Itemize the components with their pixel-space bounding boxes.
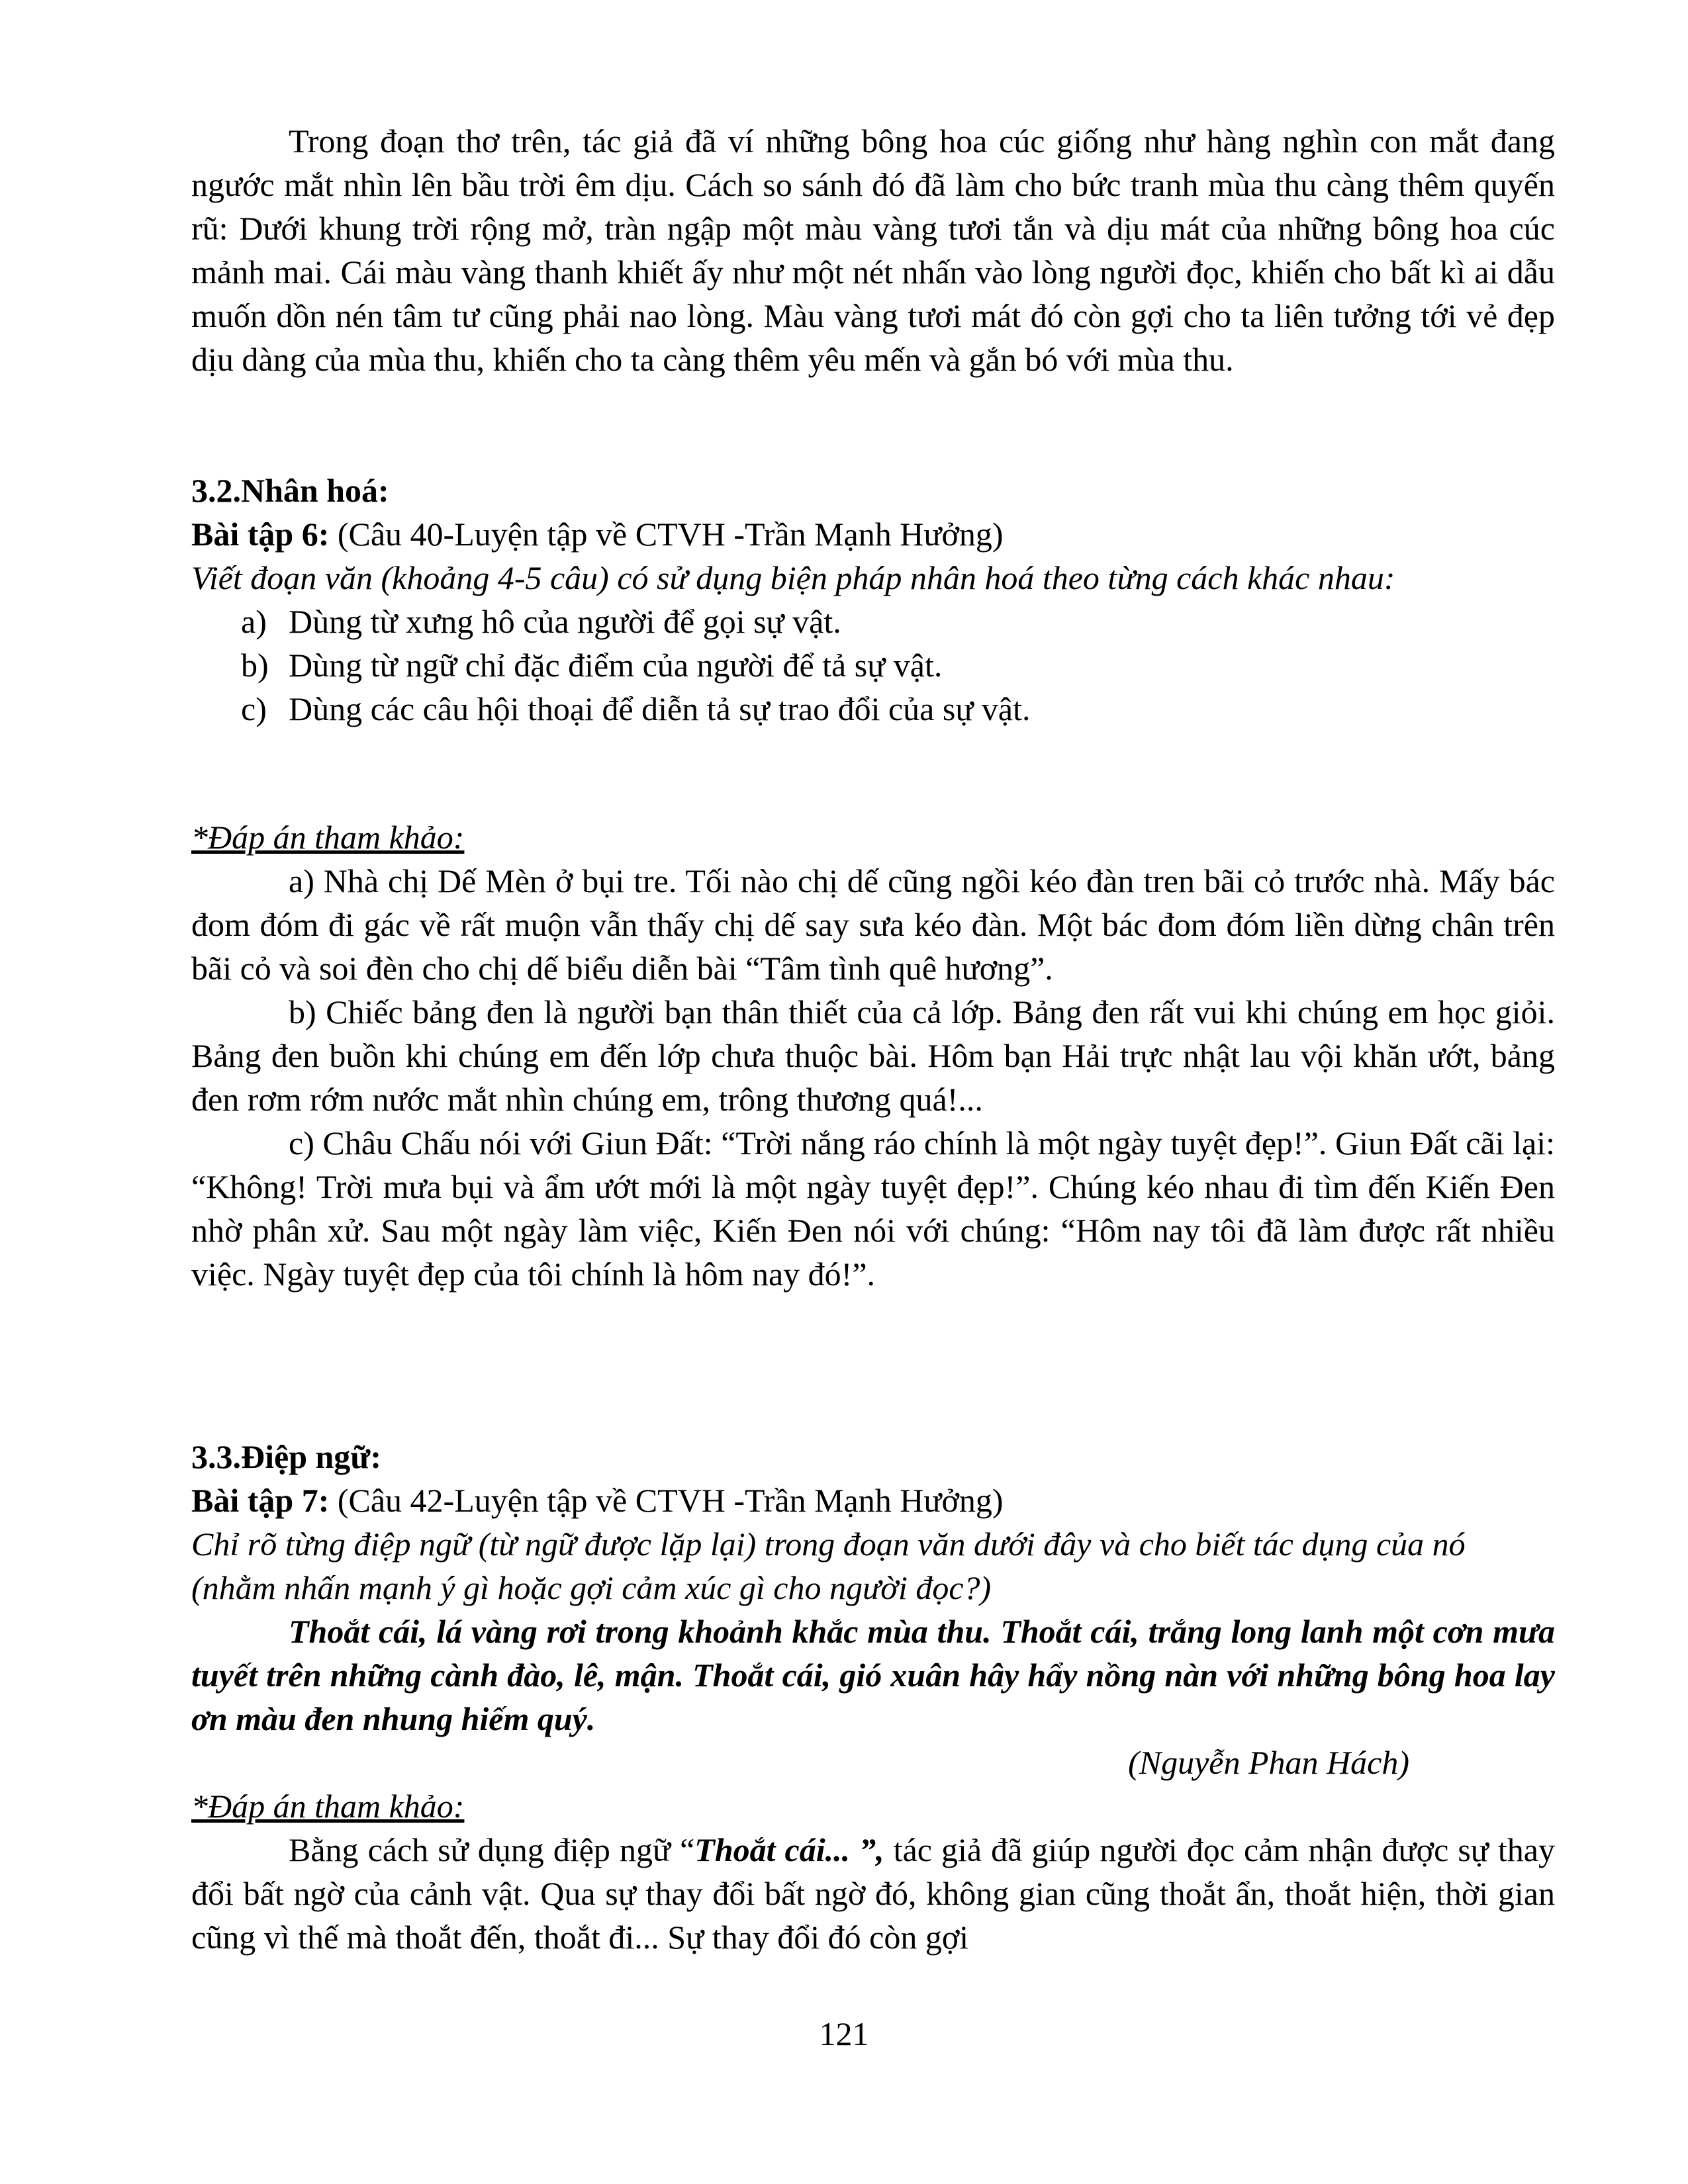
list-item — [191, 643, 1555, 687]
section-3-2-answers — [191, 815, 1555, 1296]
section-3-2 — [191, 469, 1555, 731]
answer-text-start: Bằng cách sử dụng điệp ngữ “ — [289, 1831, 695, 1868]
answer-label: *Đáp án tham khảo: — [191, 1788, 465, 1825]
intro-paragraph: Trong đoạn thơ trên, tác giả đã ví những bông hoa cúc giống như hàng nghìn con mắt đang ngước mắt nhìn lên bầu trời êm dịu. Cách so sánh đó đã làm cho bức tranh mùa thu càng thêm quyến rũ: Dưới khung trời rộng mở, tràn ngập một màu vàng tươi tắn và dịu mát của những bông hoa cúc mảnh mai. Cái màu vàng thanh khiết ấy như một nét nhấn vào lòng người đọc, khiến cho bất kì ai dẫu muốn dồn nén tâm tư cũng phải nao lòng. Màu vàng tươi mát đó còn gợi cho ta liên tưởng tới vẻ đẹp dịu dàng của mùa thu, khiến cho ta càng thêm yêu mến và gắn bó với mùa thu. — [191, 122, 1555, 378]
list-item — [191, 600, 1555, 643]
exercise-label: Bài tập 7: — [191, 1482, 330, 1519]
answer-label: *Đáp án tham khảo: — [191, 819, 465, 856]
exercise-instruction: Viết đoạn văn (khoảng 4-5 câu) có sử dụng biện pháp nhân hoá theo từng cách khác nhau: — [191, 559, 1395, 596]
exercise-label: Bài tập 6: — [191, 516, 330, 553]
quote-author: (Nguyễn Phan Hách) — [1128, 1744, 1409, 1781]
intro-block — [191, 119, 1555, 381]
exercise-title — [191, 512, 1555, 556]
answer-paragraph: b) Chiếc bảng đen là người bạn thân thiết của cả lớp. Bảng đen rất vui khi chúng em học giỏi. Bảng đen buồn khi chúng em đến lớp chưa thuộc bài. Hôm bạn Hải trực nhật lau vội khăn ướt, bảng đen rơm rớm nước mắt nhìn chúng em, trông thương quá!... — [191, 993, 1555, 1118]
list-text: Dùng từ ngữ chỉ đặc điểm của người để tả sự vật. — [289, 647, 943, 684]
exercise-source: (Câu 42-Luyện tập về CTVH -Trần Mạnh Hưởng) — [329, 1482, 1004, 1519]
list-item — [191, 687, 1555, 731]
list-marker: a) — [241, 603, 267, 640]
answer-emphasis: Thoắt cái... ”, — [694, 1831, 884, 1868]
section-3-3 — [191, 1435, 1555, 1959]
answer-paragraph: c) Châu Chấu nói với Giun Đất: “Trời nắng ráo chính là một ngày tuyệt đẹp!”. Giun Đất cãi lại: “Không! Trời mưa bụi và ẩm ướt mới là một ngày tuyệt đẹp!”. Chúng kéo nhau đi tìm đến Kiến Đen nhờ phân xử. Sau một ngày làm việc, Kiến Đen nói với chúng: “Hôm nay tôi đã làm được rất nhiều việc. Ngày tuyệt đẹp của tôi chính là hôm nay đó!”. — [191, 1124, 1555, 1293]
exercise-title — [191, 1479, 1555, 1522]
exercise-source: (Câu 40-Luyện tập về CTVH -Trần Mạnh Hưởng) — [329, 516, 1004, 553]
page-number: 121 — [819, 2015, 869, 2052]
answer-paragraph — [191, 1828, 1555, 1959]
answer-paragraph: a) Nhà chị Dế Mèn ở bụi tre. Tối nào chị dế cũng ngồi kéo đàn tren bãi cỏ trước nhà. Mấy bác đom đóm đi gác về rất muộn vẫn thấy chị dế say sưa kéo đàn. Một bác đom đóm liền dừng chân trên bãi cỏ và soi đèn cho chị dế biểu diễn bài “Tâm tình quê hương”. — [191, 862, 1555, 987]
task-list — [191, 600, 1555, 731]
section-heading: 3.3.Điệp ngữ: — [191, 1438, 381, 1475]
answer-text-rest: tác giả đã giúp người đọc cảm nhận được sự thay đổi bất ngờ của cảnh vật. Qua sự thay đổi bất ngờ đó, không gian cũng thoắt ẩn, thoắt hiện, thời gian cũng vì thế mà thoắt đến, thoắt đi... Sự thay đổi đó còn gợi — [191, 1831, 1555, 1956]
list-text: Dùng từ xưng hô của người để gọi sự vật. — [289, 603, 841, 640]
list-text: Dùng các câu hội thoại để diễn tả sự trao đổi của sự vật. — [289, 690, 1031, 727]
exercise-instruction: Chỉ rõ từng điệp ngữ (từ ngữ được lặp lại) trong đoạn văn dưới đây và cho biết tác dụng của nó (nhằm nhấn mạnh ý gì hoặc gợi cảm xúc gì cho người đọc?) — [191, 1525, 1466, 1606]
quote-paragraph: Thoắt cái, lá vàng rơi trong khoảnh khắc mùa thu. Thoắt cái, trắng long lanh một cơn mưa tuyết trên những cành đào, lê, mận. Thoắt cái, gió xuân hây hẩy nồng nàn với những bông hoa lay ơn màu đen nhung hiếm quý. — [191, 1613, 1555, 1737]
list-marker: c) — [241, 690, 267, 727]
section-heading: 3.2.Nhân hoá: — [191, 472, 389, 509]
list-marker: b) — [241, 647, 269, 684]
